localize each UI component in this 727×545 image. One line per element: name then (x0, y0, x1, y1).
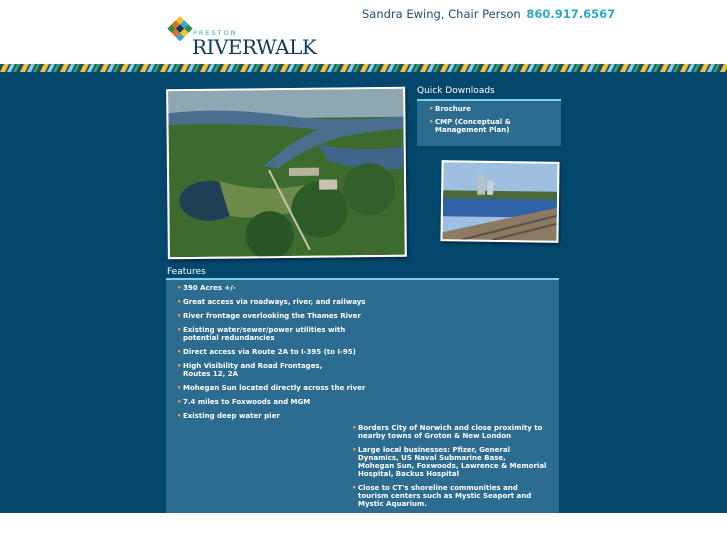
feature-item: • High Visibility and Road Frontages, Routes 12, 2A (177, 362, 323, 378)
download-link-brochure[interactable]: • Brochure (429, 105, 471, 113)
bullet-icon: • (177, 384, 182, 392)
features-panel (166, 278, 559, 513)
bullet-icon: • (177, 412, 182, 420)
bullet-icon: • (177, 326, 182, 334)
feature-item: • 7.4 miles to Foxwoods and MGM (177, 398, 311, 406)
logo-subtitle: PRESTON (193, 29, 238, 37)
page-bottom (0, 513, 727, 545)
railway-photo (440, 160, 559, 243)
contact-phone[interactable]: 860.917.6567 (526, 7, 616, 21)
feature-item: • Great access via roadways, river, and railways (177, 298, 366, 306)
bullet-icon: • (177, 284, 182, 292)
bullet-icon: • (429, 118, 434, 126)
contact-name: Sandra Ewing, Chair Person (362, 7, 521, 21)
decorative-stripe (0, 64, 727, 72)
preston-riverwalk-logo[interactable] (166, 16, 317, 60)
bullet-icon: • (177, 298, 182, 306)
bullet-icon: • (352, 424, 357, 432)
logo-wordmark: RIVERWALK (192, 35, 317, 59)
download-link-cmp[interactable]: • CMP (Conceptual & Management Plan) (429, 118, 511, 134)
feature-item: • 390 Acres +/- (177, 284, 236, 292)
feature-item: • River frontage overlooking the Thames River (177, 312, 361, 320)
feature-item: • Direct access via Route 2A to I-395 (to I-95) (177, 348, 356, 356)
bullet-icon: • (177, 312, 182, 320)
quick-downloads-panel (417, 99, 561, 146)
feature-item: • Large local businesses: Pfizer, General Dynamics, US Naval Submarine Base, Mohegan Sun, Foxwoods, Lawrence & Memorial Hospital, Backus Hospital (352, 446, 547, 478)
feature-item: • Existing deep water pier (177, 412, 280, 420)
bullet-icon: • (429, 105, 434, 113)
feature-item: • Close to CT's shoreline communities and tourism centers such as Mystic Seaport and Mystic Aquarium. (352, 484, 532, 508)
bullet-icon: • (352, 446, 357, 454)
features-title: Features (167, 267, 206, 277)
features-list-secondary (352, 424, 552, 514)
contact-info (362, 7, 615, 21)
bullet-icon: • (352, 484, 357, 492)
aerial-photo (166, 87, 407, 259)
feature-item: • Borders City of Norwich and close proximity to nearby towns of Groton & New London (352, 424, 543, 440)
quick-downloads-title: Quick Downloads (417, 86, 495, 96)
quick-downloads-list (417, 101, 561, 134)
feature-item: • Mohegan Sun located directly across the river (177, 384, 366, 392)
bullet-icon: • (177, 362, 182, 370)
features-list (177, 284, 377, 426)
diamond-logo-icon (166, 16, 194, 44)
site-header (0, 0, 727, 64)
bullet-icon: • (177, 398, 182, 406)
bullet-icon: • (177, 348, 182, 356)
feature-item: • Existing water/sewer/power utilities with potential redundancies (177, 326, 346, 342)
